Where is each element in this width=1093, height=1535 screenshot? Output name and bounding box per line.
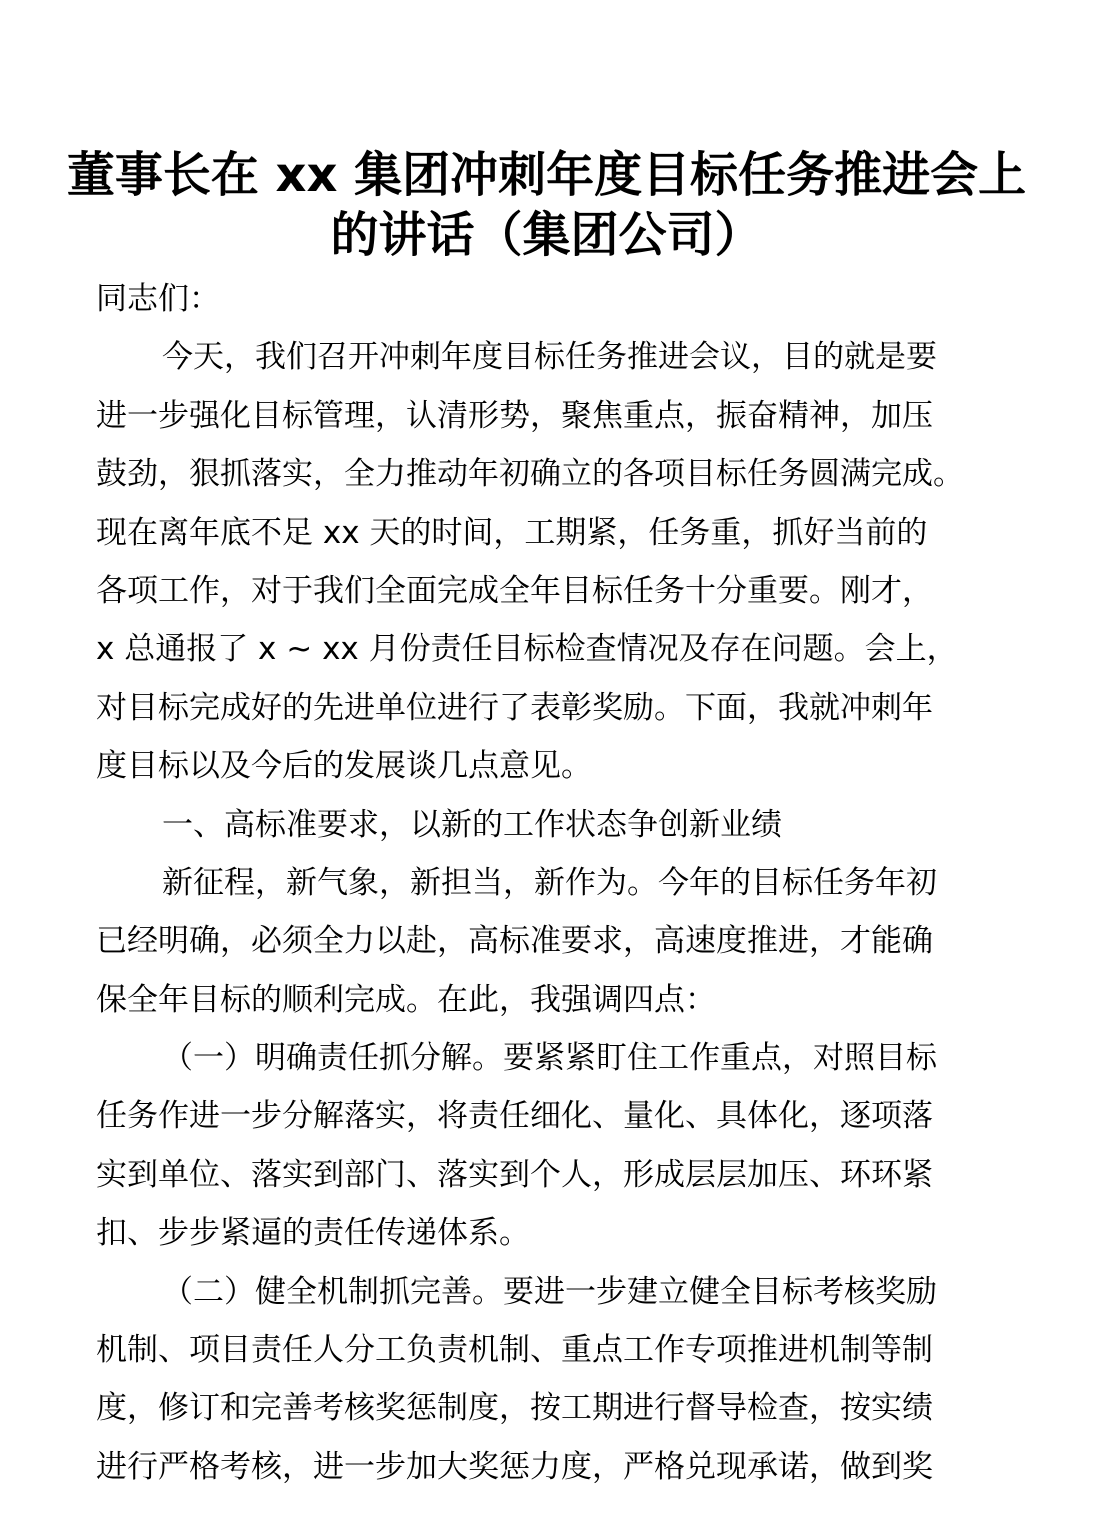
paragraph-line: 鼓劲，狠抓落实，全力推动年初确立的各项目标任务圆满完成。 <box>96 456 964 493</box>
section-heading: 一、高标准要求，以新的工作状态争创新业绩 <box>162 806 782 843</box>
document-title-line-1: 董事长在 xx 集团冲刺年度目标任务推进会上 <box>66 147 1027 203</box>
paragraph-line: 进行严格考核，进一步加大奖惩力度，严格兑现承诺，做到奖 <box>96 1448 933 1485</box>
paragraph-line: 新征程，新气象，新担当，新作为。今年的目标任务年初 <box>162 864 937 901</box>
paragraph-line: 机制、项目责任人分工负责机制、重点工作专项推进机制等制 <box>96 1332 933 1369</box>
paragraph-line: x 总通报了 x ~ xx 月份责任目标检查情况及存在问题。会上， <box>96 631 958 668</box>
paragraph-line: 对目标完成好的先进单位进行了表彰奖励。下面，我就冲刺年 <box>96 689 933 726</box>
paragraph-line: 进一步强化目标管理，认清形势，聚焦重点，振奋精神，加压 <box>96 397 933 434</box>
paragraph-line: 扣、步步紧逼的责任传递体系。 <box>96 1215 530 1252</box>
paragraph-line: （二）健全机制抓完善。要进一步建立健全目标考核奖励 <box>162 1273 937 1310</box>
paragraph-line: 保全年目标的顺利完成。在此，我强调四点： <box>96 981 716 1018</box>
paragraph-line: 度目标以及今后的发展谈几点意见。 <box>96 748 592 785</box>
paragraph-line: 现在离年底不足 xx 天的时间，工期紧，任务重，抓好当前的 <box>96 514 928 551</box>
document-title-line-2: 的讲话（集团公司） <box>330 207 763 263</box>
paragraph-line: 度，修订和完善考核奖惩制度，按工期进行督导检查，按实绩 <box>96 1390 933 1427</box>
salutation: 同志们： <box>96 281 220 317</box>
paragraph-line: 各项工作，对于我们全面完成全年目标任务十分重要。刚才， <box>96 572 933 609</box>
paragraph-line: （一）明确责任抓分解。要紧紧盯住工作重点，对照目标 <box>162 1040 937 1077</box>
paragraph-line: 任务作进一步分解落实，将责任细化、量化、具体化，逐项落 <box>96 1098 933 1135</box>
paragraph-line: 已经明确，必须全力以赴，高标准要求，高速度推进，才能确 <box>96 923 933 960</box>
document-body <box>96 270 1036 1496</box>
paragraph-line: 实到单位、落实到部门、落实到个人，形成层层加压、环环紧 <box>96 1156 933 1193</box>
paragraph-line: 今天，我们召开冲刺年度目标任务推进会议，目的就是要 <box>162 339 937 376</box>
